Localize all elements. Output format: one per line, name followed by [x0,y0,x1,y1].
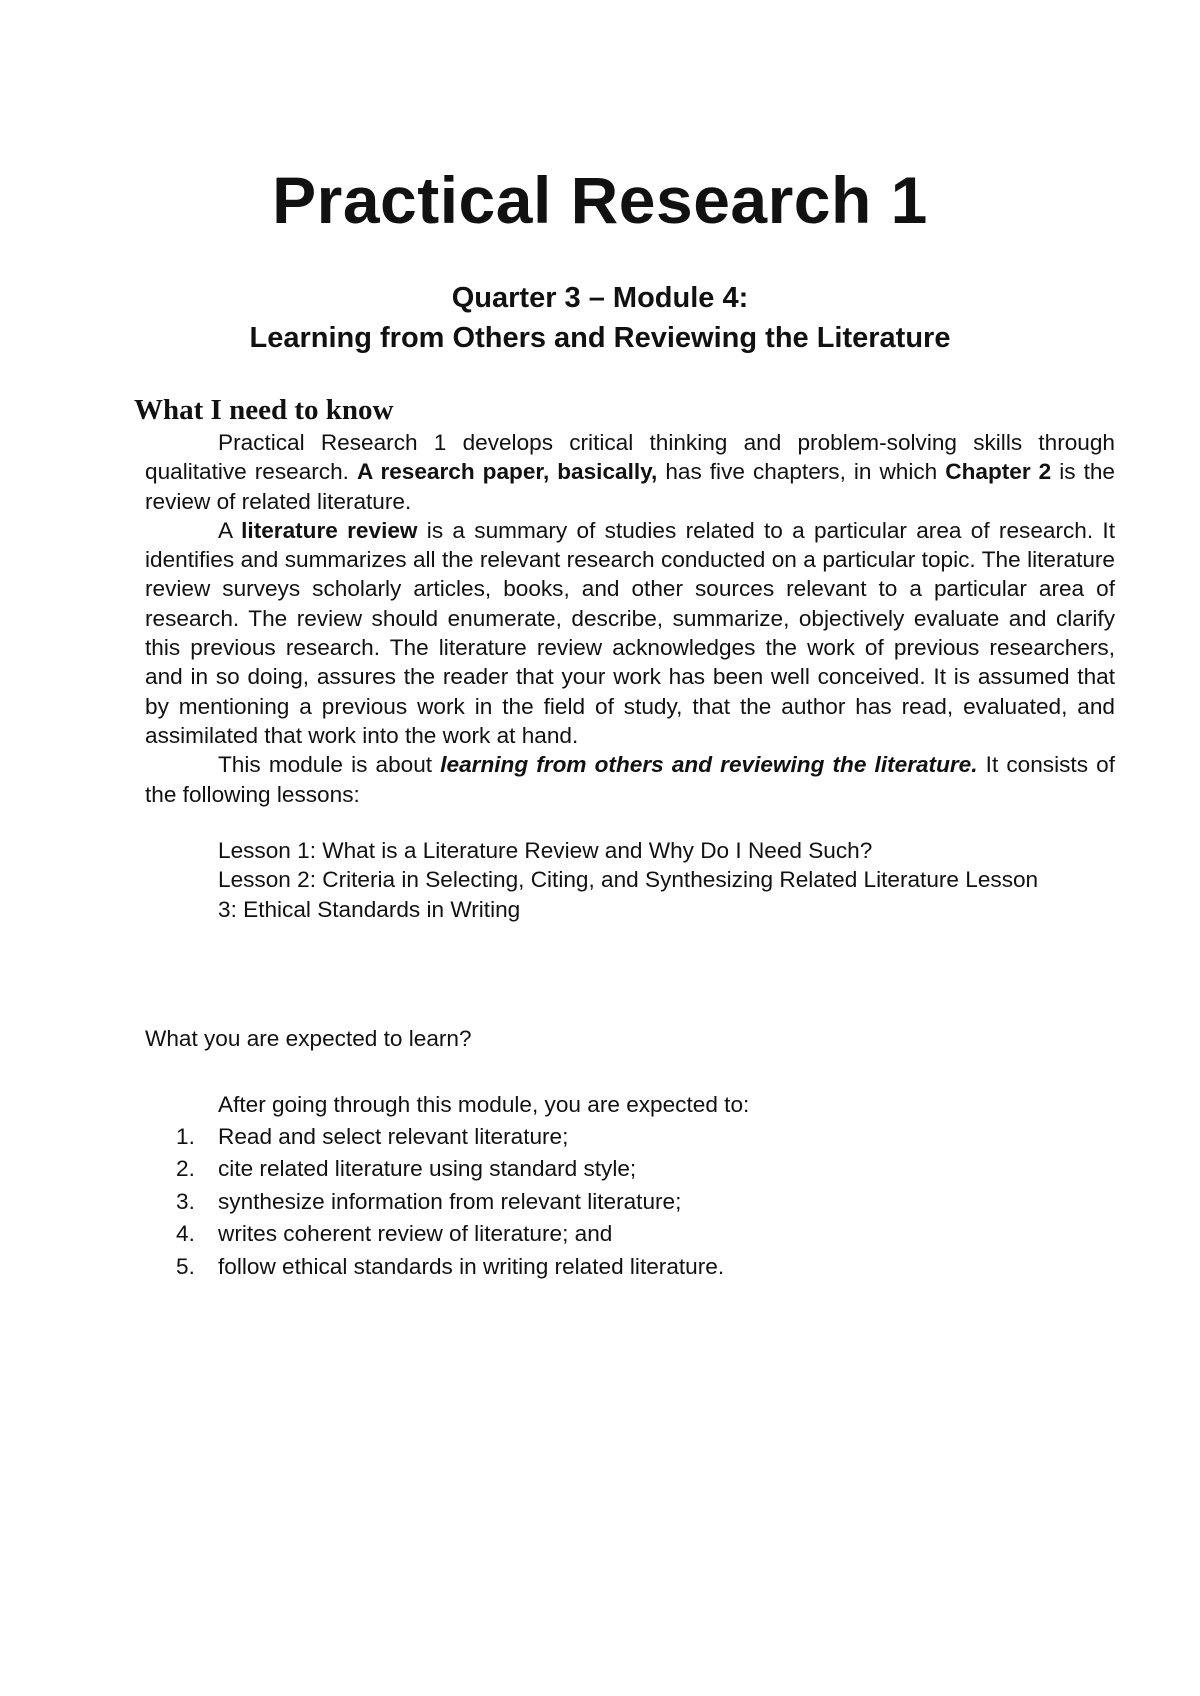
objective-text: cite related literature using standard style; [218,1156,637,1182]
text-run: has five chapters, in which [657,459,946,485]
objective-text: writes coherent review of literature; and [218,1221,613,1247]
lesson-item: 3: Ethical Standards in Writing [218,896,521,922]
text-run: Practical Research 1 develops critical thinking and problem-solving skills through qualitative research. [145,430,1115,485]
lesson-list [218,836,1118,924]
text-run: A [218,517,242,543]
module-subtitle [0,278,1200,358]
bold-text: literature review [241,517,418,543]
paragraph-module-about [145,750,1115,809]
text-run: This module is about [218,752,441,778]
list-number: 3. [176,1188,195,1214]
bold-text: Chapter 2 [945,459,1052,485]
list-number: 4. [176,1221,195,1247]
objective-item [176,1218,724,1250]
bold-text: A research paper, basically, [356,459,658,485]
expected-intro-text: After going through this module, you are expected to: [218,1092,750,1117]
section-heading-expected-to-learn: What you are expected to learn? [145,1026,472,1051]
list-number: 1. [176,1124,195,1149]
objective-text: synthesize information from relevant literature; [218,1188,682,1214]
objective-item [176,1186,724,1218]
subtitle-module-topic: Learning from Others and Reviewing the Literature [249,322,951,354]
paragraph-intro [145,428,1115,516]
text-run: It consists of the following lessons: [145,752,1115,807]
bold-italic-text: learning from others and reviewing the literature. [440,752,978,778]
text-run: is the review of related literature. [145,459,1115,514]
document-title: Practical Research 1 [272,163,928,237]
list-number: 2. [176,1156,195,1182]
text-run: is a summary of studies related to a particular area of research. It identifies and summarizes all the relevant research conducted on a particular topic. The literature review surveys scholarly articles, books, and other sources relevant to a particular area of research. The review should enumerate, describe, summarize, objectively evaluate and clarify this previous research. The literature review acknowledges the work of previous researchers, and in so doing, assures the reader that your work has been well conceived. It is assumed that by mentioning a previous work in the field of study, that the author has read, evaluated, and assimilated that work into the work at hand. [145,517,1115,748]
objective-item [176,1121,724,1153]
objective-text: follow ethical standards in writing related literature. [218,1253,725,1279]
objectives-list [176,1121,724,1283]
objective-text: Read and select relevant literature; [218,1124,569,1149]
lesson-item: Lesson 1: What is a Literature Review and Why Do I Need Such? [218,838,873,863]
lesson-item: Lesson 2: Criteria in Selecting, Citing, and Synthesizing Related Literature Lesson [218,867,1039,893]
list-number: 5. [176,1253,195,1279]
intro-body [145,428,1115,809]
section-heading-what-i-need-to-know: What I need to know [134,394,394,426]
subtitle-quarter-module: Quarter 3 – Module 4: [451,282,749,314]
paragraph-literature-review [145,516,1115,750]
objective-item [176,1153,724,1185]
objective-item [176,1251,724,1283]
